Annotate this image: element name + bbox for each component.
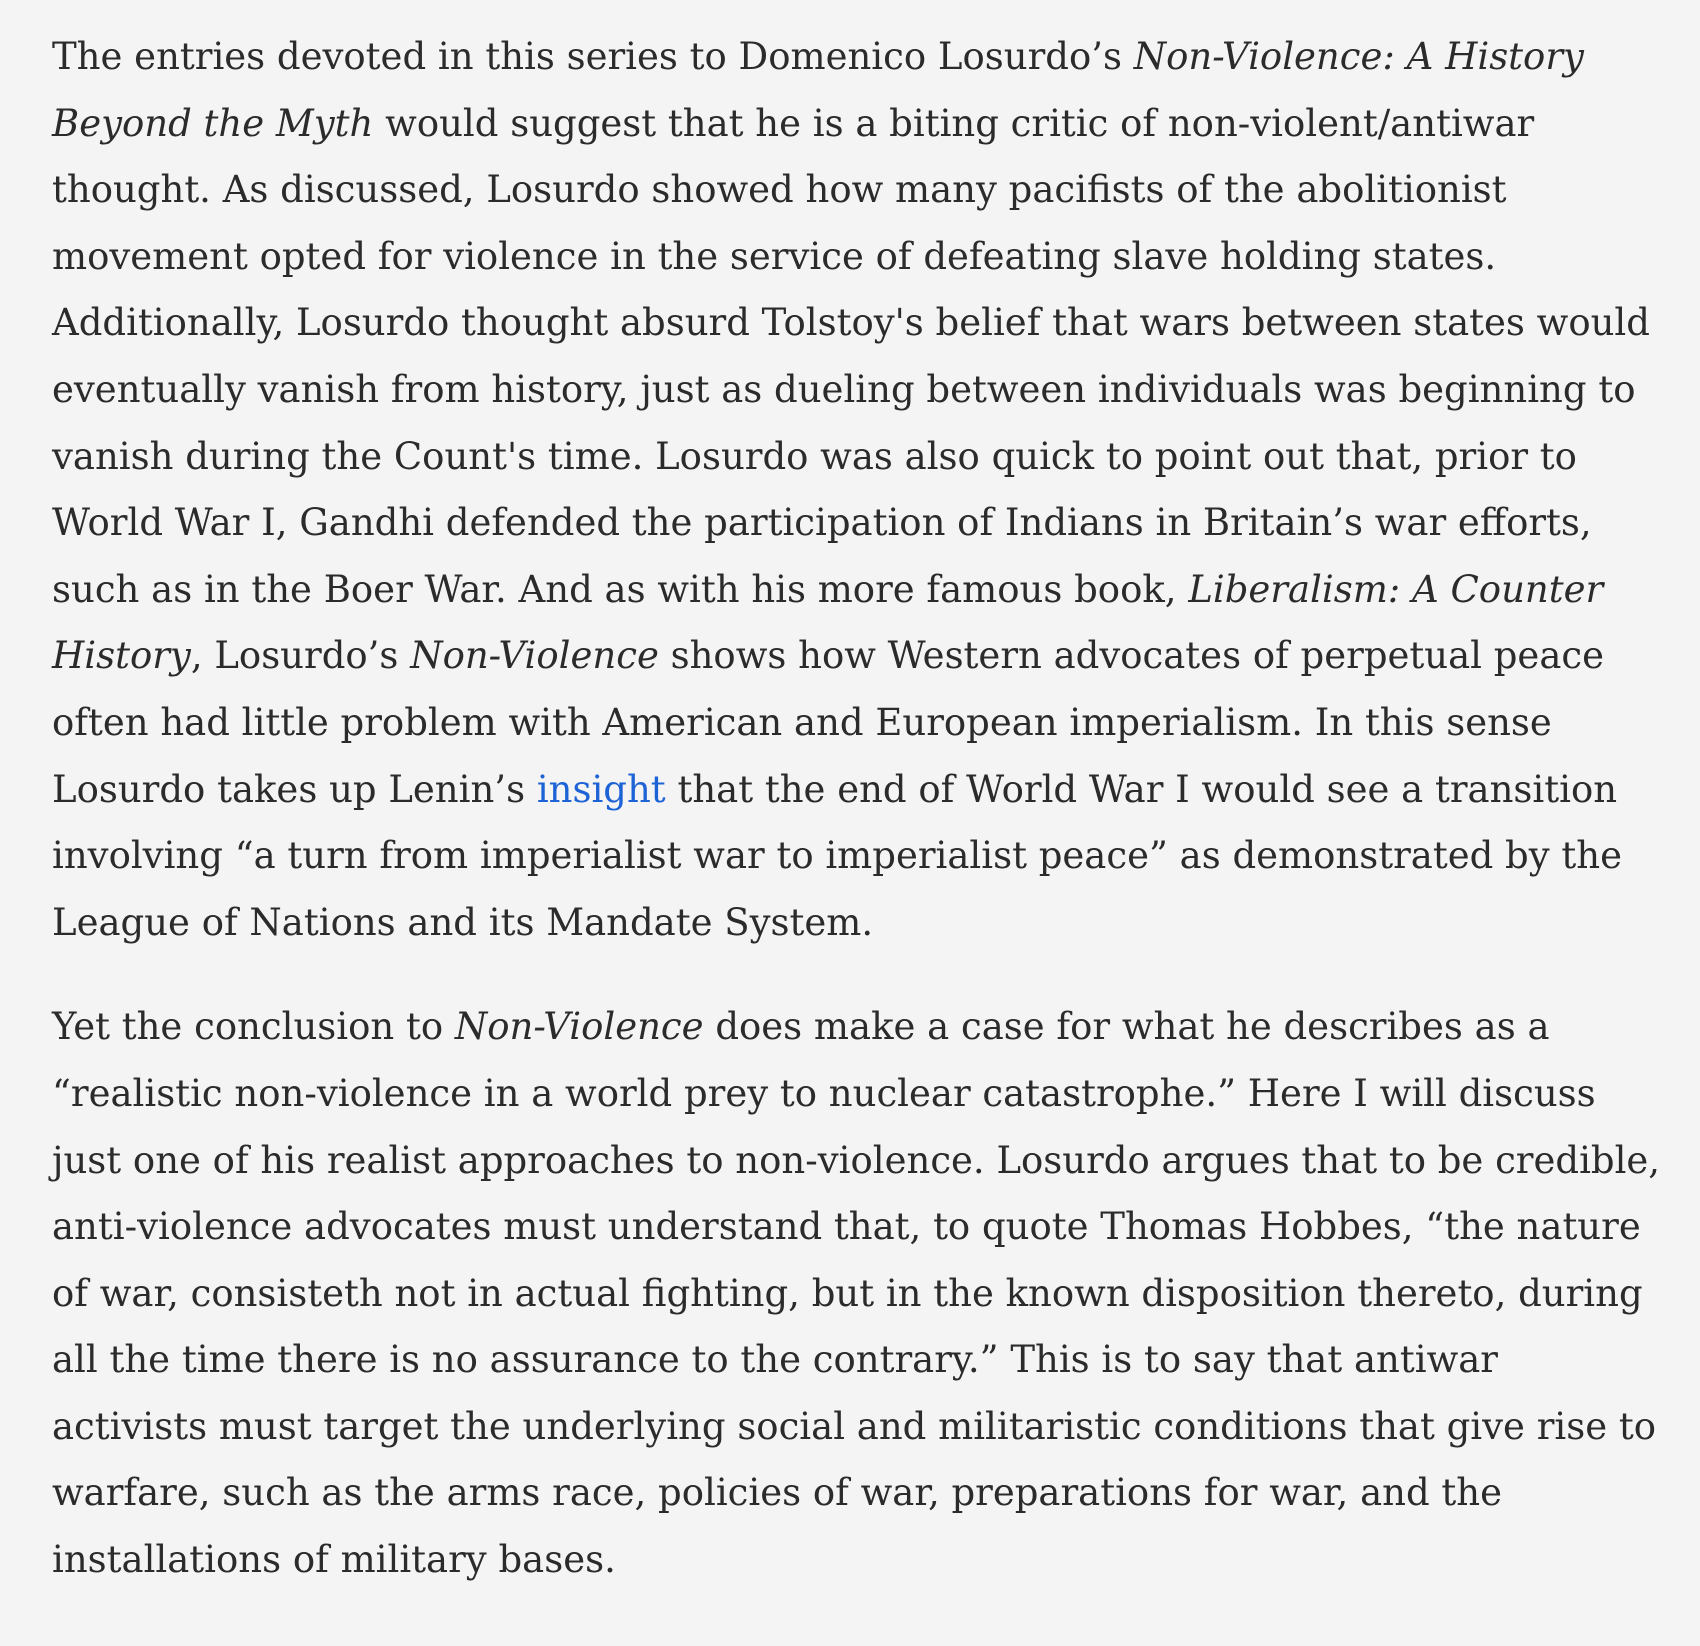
text-segment: Yet the conclusion to: [52, 1005, 455, 1049]
insight-link[interactable]: insight: [536, 767, 666, 811]
book-title-liberalism: Liberalism: A Counter History: [52, 567, 1604, 678]
paragraph-2: [52, 994, 1662, 1593]
book-title-non-violence: Non-Violence: A History Beyond the Myth: [52, 35, 1584, 145]
text-segment: that the end of World War I would see a transition involving “a turn from imperialist war to imperialist peace” as demonstrated by the League of Nations and its Mandate System.: [52, 767, 1622, 944]
book-title-non-violence-short: Non-Violence: [410, 634, 659, 678]
book-title-non-violence-short: Non-Violence: [454, 1005, 704, 1049]
text-segment: does make a case for what he describes as a “realistic non-violence in a world prey to nuclear catastrophe.” Here I will discuss just one of his realist approaches to non-violence. Losurdo argues that to be credible, anti-violence advocates must understand that, to quote Thomas Hobbes, “the nature of war, consisteth not in actual fighting, but in the known disposition thereto, during all the time there is no assurance to the contrary.” This is to say that antiwar activists must target the underlying social and militaristic conditions that give rise to warfare, such as the arms race, policies of war, preparations for war, and the installations of military bases.: [52, 1005, 1661, 1582]
article-body: [52, 24, 1662, 1632]
text-segment: shows how Western advocates of perpetual peace often had little problem with American and European imperialism. In this sense Losurdo takes up Lenin’s: [52, 634, 1605, 811]
text-segment: The entries devoted in this series to Domenico Losurdo’s: [52, 35, 1134, 78]
paragraph-1: [52, 24, 1662, 956]
text-segment: , Losurdo’s: [190, 634, 411, 678]
text-segment: would suggest that he is a biting critic of non-violent/antiwar thought. As discussed, Losurdo showed how many pacifists of the abolitionist movement opted for violence in the service of defeating slave holding states. Additionally, Losurdo thought absurd Tolstoy's belief that wars between states would eventually vanish from history, just as dueling between individuals was beginning to vanish during the Count's time. Losurdo was also quick to point out that, prior to World War I, Gandhi defended the participation of Indians in Britain’s war efforts, such as in the Boer War. And as with his more famous book,: [52, 101, 1650, 611]
